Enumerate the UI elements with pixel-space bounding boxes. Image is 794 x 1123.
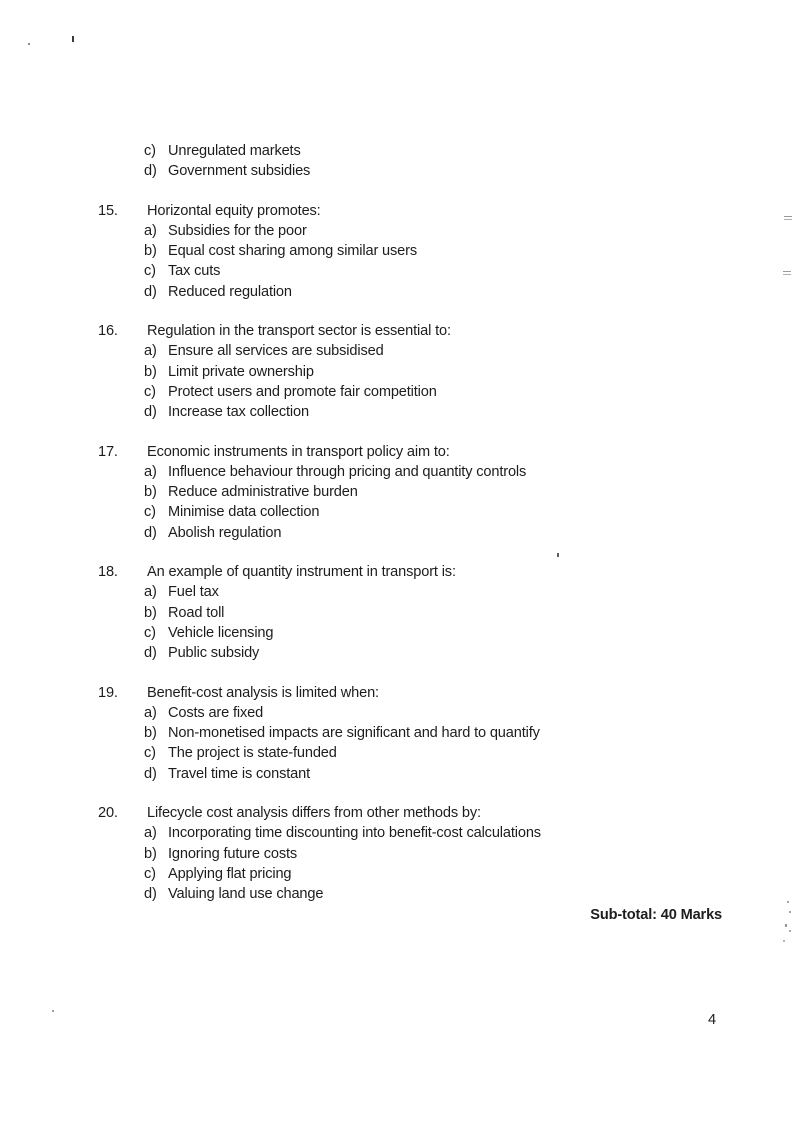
option-text: Applying flat pricing — [168, 865, 292, 882]
option-letter: d) — [144, 404, 157, 421]
option-row — [0, 743, 794, 763]
question-text: Benefit-cost analysis is limited when: — [147, 684, 379, 701]
option-row — [0, 764, 794, 784]
scan-artifact — [787, 901, 789, 903]
question-number: 16. — [98, 323, 118, 340]
question-19 — [0, 683, 794, 784]
question-18 — [0, 562, 794, 663]
option-letter: b) — [144, 484, 157, 501]
option-row — [0, 703, 794, 723]
option-text: Reduce administrative burden — [168, 484, 358, 501]
option-text: Public subsidy — [168, 645, 260, 662]
option-letter: d) — [144, 765, 157, 782]
scan-artifact — [783, 271, 791, 272]
question-20 — [0, 803, 794, 904]
option-row — [0, 603, 794, 623]
option-letter: b) — [144, 845, 157, 862]
option-text: Ignoring future costs — [168, 845, 298, 862]
option-row — [0, 502, 794, 522]
option-text: Travel time is constant — [168, 765, 310, 782]
option-letter: c) — [144, 624, 156, 641]
option-text: Valuing land use change — [168, 886, 324, 903]
option-letter: a) — [144, 222, 157, 239]
question-number: 17. — [98, 443, 118, 460]
option-letter: b) — [144, 243, 157, 260]
option-text: Fuel tax — [168, 584, 219, 601]
option-text: Minimise data collection — [168, 504, 320, 521]
option-row — [0, 282, 794, 302]
question-number: 20. — [98, 805, 118, 822]
option-text: Tax cuts — [168, 263, 221, 280]
question-heading — [0, 442, 794, 462]
option-text: Ensure all services are subsidised — [168, 343, 384, 360]
option-text: Reduced regulation — [168, 283, 292, 300]
option-letter: d) — [144, 283, 157, 300]
option-text: Costs are fixed — [168, 704, 264, 721]
option-text: Incorporating time discounting into benefit-cost calculations — [168, 825, 541, 842]
option-row — [0, 341, 794, 361]
option-letter: c) — [144, 383, 156, 400]
option-row — [0, 582, 794, 602]
scan-artifact — [789, 911, 791, 913]
question-heading — [0, 562, 794, 582]
question-number: 18. — [98, 564, 118, 581]
option-row — [0, 643, 794, 663]
option-row — [0, 623, 794, 643]
option-text: The project is state-funded — [168, 745, 337, 762]
option-row — [0, 482, 794, 502]
option-row — [0, 141, 794, 161]
question-text: Economic instruments in transport policy aim to: — [147, 443, 450, 460]
option-text: Protect users and promote fair competition — [168, 383, 437, 400]
question-text: Horizontal equity promotes: — [147, 202, 321, 219]
question-heading — [0, 321, 794, 341]
option-row — [0, 462, 794, 482]
scan-artifact — [557, 553, 559, 557]
option-row — [0, 523, 794, 543]
option-letter: a) — [144, 704, 157, 721]
question-16 — [0, 321, 794, 422]
option-text: Road toll — [168, 604, 225, 621]
option-letter: c) — [144, 504, 156, 521]
option-row — [0, 884, 794, 904]
option-letter: a) — [144, 343, 157, 360]
option-letter: a) — [144, 584, 157, 601]
option-row — [0, 823, 794, 843]
option-row — [0, 362, 794, 382]
option-row — [0, 161, 794, 181]
option-letter: d) — [144, 645, 157, 662]
option-letter: d) — [144, 524, 157, 541]
question-15 — [0, 201, 794, 302]
scan-artifact — [72, 36, 74, 42]
scan-artifact — [52, 1010, 54, 1012]
question-number: 15. — [98, 202, 118, 219]
option-letter: c) — [144, 865, 156, 882]
subtotal-label: Sub-total: 40 Marks — [590, 906, 722, 923]
option-text: Unregulated markets — [168, 143, 301, 159]
scan-artifact — [28, 43, 30, 45]
question-fragment — [0, 141, 794, 182]
option-row — [0, 402, 794, 422]
question-heading — [0, 201, 794, 221]
page-number: 4 — [708, 1012, 716, 1028]
option-letter: c) — [144, 263, 156, 280]
option-text: Non-monetised impacts are significant and hard to quantify — [168, 725, 540, 742]
option-row — [0, 864, 794, 884]
option-row — [0, 261, 794, 281]
scan-artifact — [789, 930, 791, 932]
option-row — [0, 241, 794, 261]
option-letter: b) — [144, 725, 157, 742]
option-letter: d) — [144, 886, 157, 903]
option-row — [0, 382, 794, 402]
option-letter: c) — [144, 745, 156, 762]
page-body — [0, 141, 794, 925]
option-text: Subsidies for the poor — [168, 222, 307, 239]
question-text: Regulation in the transport sector is essential to: — [147, 323, 451, 340]
option-letter: c) — [144, 143, 156, 159]
scan-artifact — [784, 216, 792, 217]
question-text: An example of quantity instrument in transport is: — [147, 564, 456, 581]
option-text: Government subsidies — [168, 163, 311, 180]
option-row — [0, 723, 794, 743]
option-letter: a) — [144, 463, 157, 480]
option-letter: b) — [144, 363, 157, 380]
scan-artifact — [784, 219, 792, 220]
option-letter: a) — [144, 825, 157, 842]
option-text: Equal cost sharing among similar users — [168, 243, 417, 260]
question-text: Lifecycle cost analysis differs from other methods by: — [147, 805, 481, 822]
option-text: Increase tax collection — [168, 404, 309, 421]
option-letter: b) — [144, 604, 157, 621]
question-heading — [0, 683, 794, 703]
option-text: Vehicle licensing — [168, 624, 274, 641]
question-number: 19. — [98, 684, 118, 701]
option-text: Limit private ownership — [168, 363, 314, 380]
option-row — [0, 221, 794, 241]
question-17 — [0, 442, 794, 543]
scan-artifact — [783, 940, 785, 942]
scan-artifact — [785, 924, 787, 927]
option-text: Abolish regulation — [168, 524, 282, 541]
option-row — [0, 844, 794, 864]
question-heading — [0, 803, 794, 823]
option-text: Influence behaviour through pricing and quantity controls — [168, 463, 527, 480]
scan-artifact — [783, 274, 791, 275]
option-letter: d) — [144, 163, 157, 180]
